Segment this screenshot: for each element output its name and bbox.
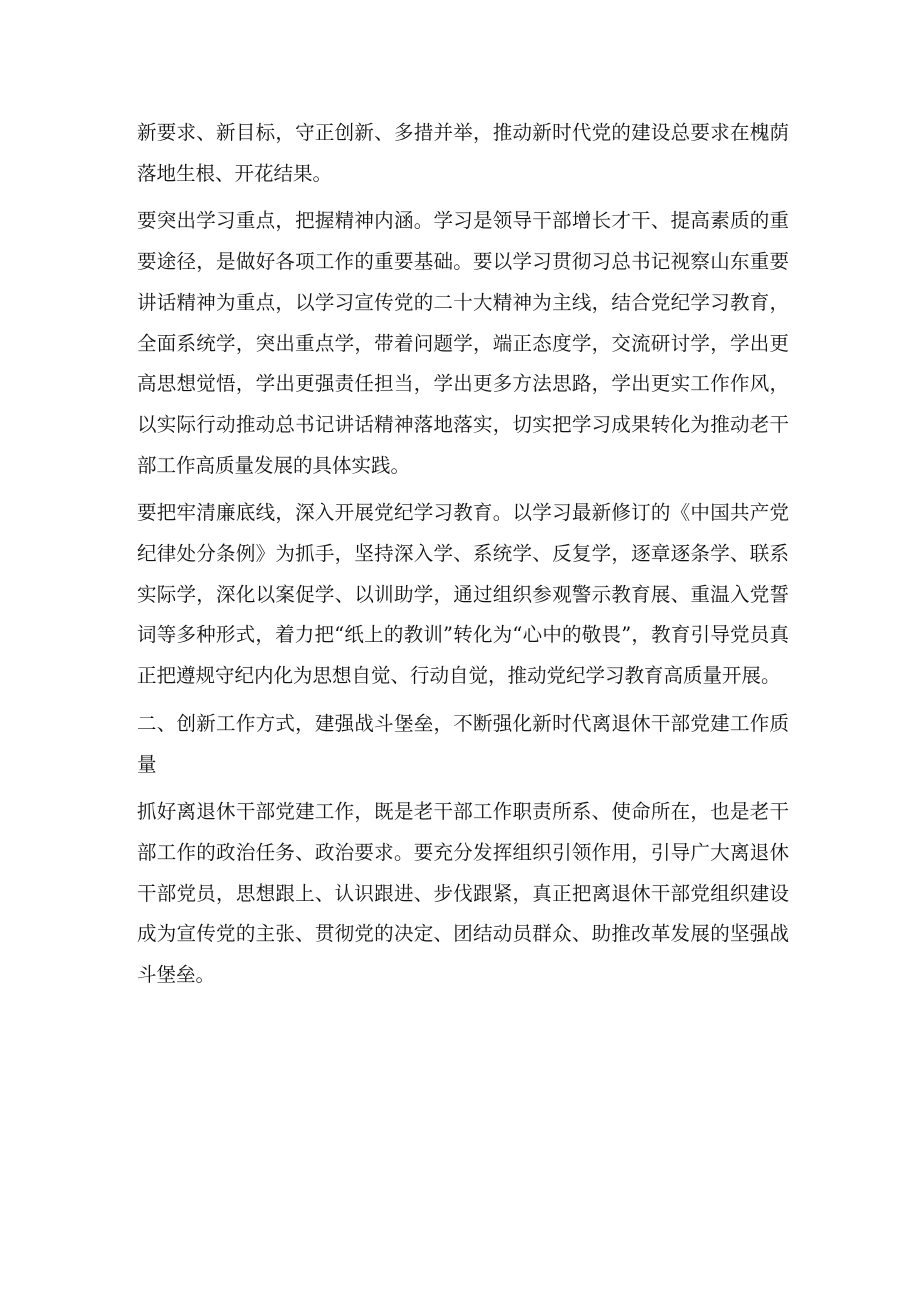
paragraph-study-focus: 要突出学习重点，把握精神内涵。学习是领导干部增长才干、提高素质的重要途径，是做好各项工作的重要基础。要以学习贯彻习总书记视察山东重要讲话精神为重点，以学习宣传党的二十大精神为主线，结合党纪学习教育，全面系统学，突出重点学，带着问题学，端正态度学，交流研讨学，学出更高思想觉悟，学出更强责任担当，学出更多方法思路，学出更实工作作风，以实际行动推动总书记讲话精神落地落实，切实把学习成果转化为推动老干部工作高质量发展的具体实践。 — [137, 209, 789, 477]
paragraph-party-building: 抓好离退休干部党建工作，既是老干部工作职责所系、使命所在，也是老干部工作的政治任务、政治要求。要充分发挥组织引领作用，引导广大离退休干部党员，思想跟上、认识跟进、步伐跟紧，真正把离退休干部党组织建设成为宣传党的主张、贯彻党的决定、团结动员群众、助推改革发展的坚强战斗堡垒。 — [137, 800, 789, 987]
paragraph-continued-goals: 新要求、新目标，守正创新、多措并举，推动新时代党的建设总要求在槐荫落地生根、开花结果。 — [137, 121, 789, 185]
section-heading-two: 二、创新工作方式，建强战斗堡垒，不断强化新时代离退休干部党建工作质量 — [137, 711, 789, 776]
document-body — [137, 113, 789, 1003]
paragraph-discipline-education: 要把牢清廉底线，深入开展党纪学习教育。以学习最新修订的《中国共产党纪律处分条例》为抓手，坚持深入学、系统学、反复学，逐章逐条学、联系实际学，深化以案促学、以训助学，通过组织参观警示教育展、重温入党誓词等多种形式，着力把“纸上的教训”转化为“心中的敬畏”，教育引导党员真正把遵规守纪内化为思想自觉、行动自觉，推动党纪学习教育高质量开展。 — [137, 501, 789, 688]
